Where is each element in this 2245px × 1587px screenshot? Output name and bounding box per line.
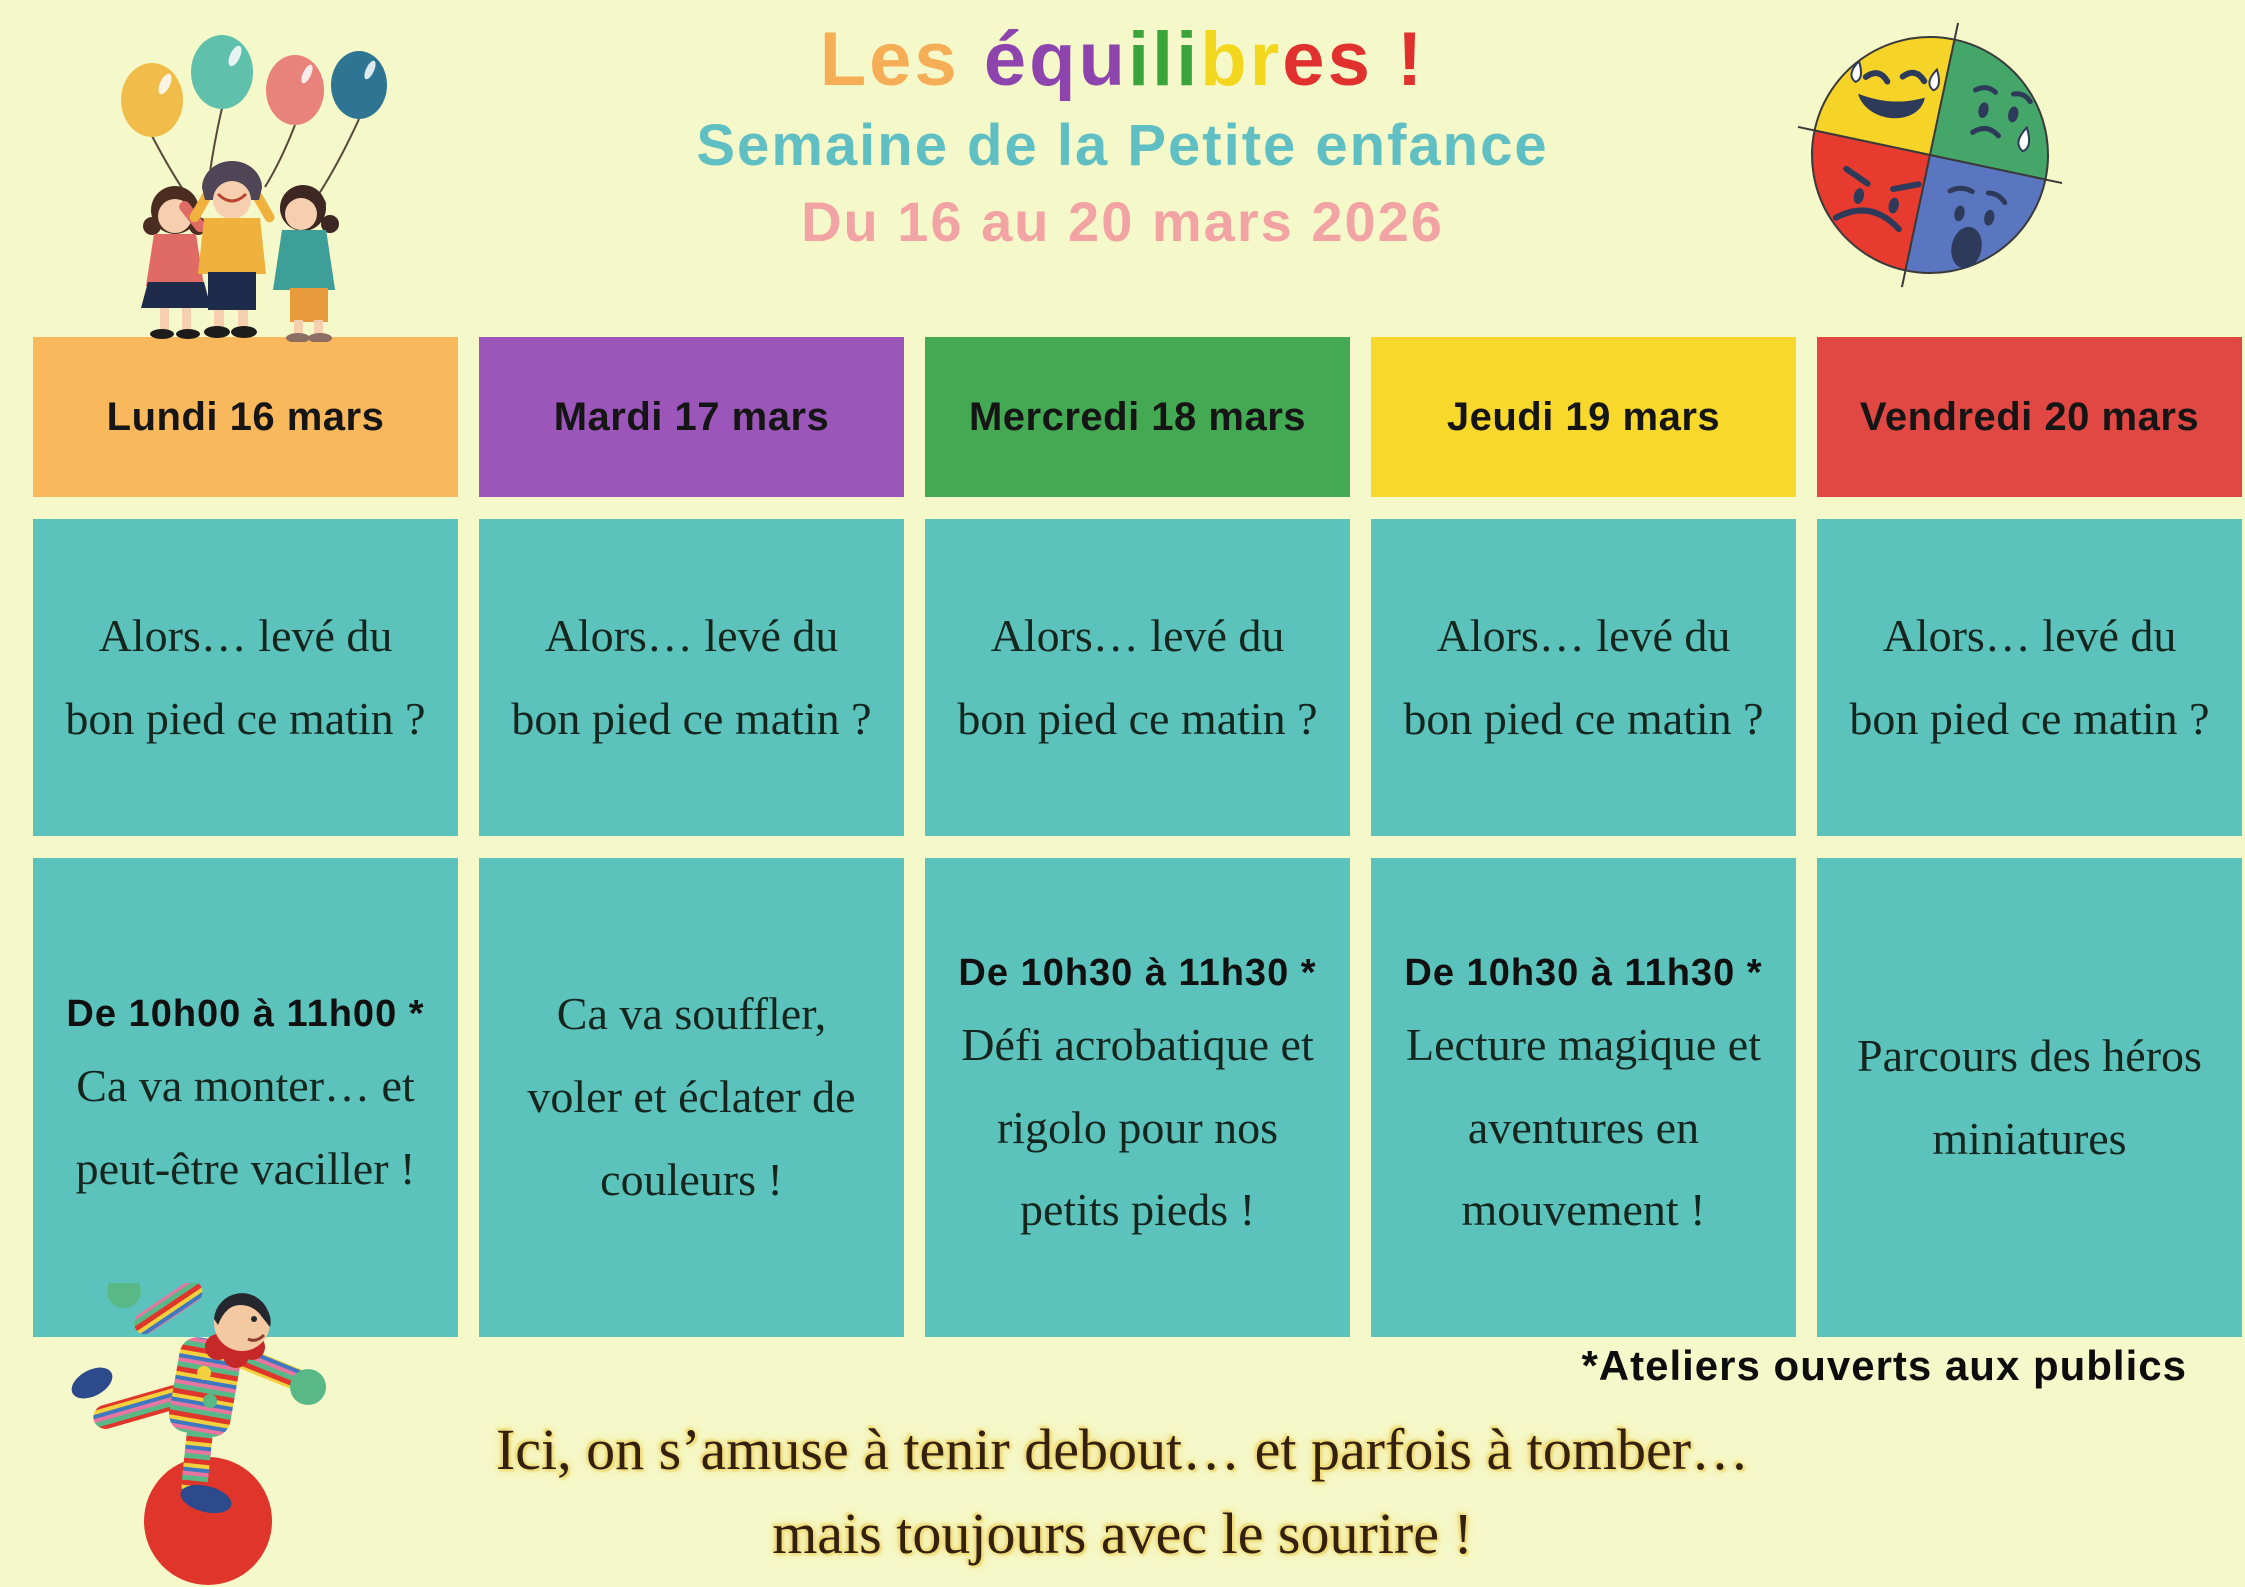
day-header-mardi: Mardi 17 mars [479, 337, 904, 497]
title-segment: équ [983, 17, 1128, 102]
morning-text: Alors… levé du bon pied ce matin ? [511, 609, 872, 744]
poster-subtitle: Semaine de la Petite enfance [696, 113, 1549, 178]
footer-line-1: Ici, on s’amuse à tenir debout… et parfois à tomber… [495, 1417, 1750, 1482]
morning-text: Alors… levé du bon pied ce matin ? [65, 609, 426, 744]
children-balloons-illustration [52, 10, 402, 342]
morning-text: Alors… levé du bon pied ce matin ? [1403, 609, 1764, 744]
activity-time: De 10h00 à 11h00 * [66, 993, 425, 1036]
activity-text: Défi acrobatique et rigolo pour nos petits pieds ! [961, 1018, 1314, 1236]
day-header-lundi: Lundi 16 mars [33, 337, 458, 497]
title-segment: Les [819, 17, 984, 102]
day-header-jeudi: Jeudi 19 mars [1371, 337, 1796, 497]
day-header-vendredi: Vendredi 20 mars [1817, 337, 2242, 497]
cell-mardi-morning [479, 519, 904, 836]
cell-lundi-morning [33, 519, 458, 836]
activity-time: De 10h30 à 11h30 * [1404, 951, 1763, 994]
activity-text: Lecture magique et aventures en mouvement ! [1405, 1018, 1762, 1236]
day-header-mercredi: Mercredi 18 mars [925, 337, 1350, 497]
cell-vendredi-morning [1817, 519, 2242, 836]
title-segment: br [1200, 17, 1283, 102]
week-calendar [33, 337, 2242, 1337]
activity-text: Ca va souffler, voler et éclater de couleurs ! [527, 988, 856, 1205]
emotions-wheel-illustration [1795, 20, 2065, 292]
title-segment: es ! [1282, 17, 1426, 102]
activity-time: De 10h30 à 11h30 * [958, 951, 1317, 994]
workshops-note: *Ateliers ouverts aux publics [1581, 1342, 2187, 1389]
poster-date-range: Du 16 au 20 mars 2026 [801, 190, 1444, 253]
cell-jeudi-morning [1371, 519, 1796, 836]
cell-mercredi-morning [925, 519, 1350, 836]
activity-text: Parcours des héros miniatures [1857, 1029, 2202, 1164]
footer-line-2: mais toujours avec le sourire ! [772, 1501, 1473, 1567]
cell-vendredi-activity [1817, 858, 2242, 1337]
cell-jeudi-activity [1371, 858, 1796, 1337]
cell-lundi-activity [33, 858, 458, 1337]
activity-text: Ca va monter… et peut-être vaciller ! [75, 1060, 416, 1194]
cell-mercredi-activity [925, 858, 1350, 1337]
title-segment: ili [1127, 17, 1201, 102]
cell-mardi-activity [479, 858, 904, 1337]
morning-text: Alors… levé du bon pied ce matin ? [1849, 609, 2210, 744]
clown-ball-illustration [58, 1283, 340, 1587]
morning-text: Alors… levé du bon pied ce matin ? [957, 609, 1318, 744]
